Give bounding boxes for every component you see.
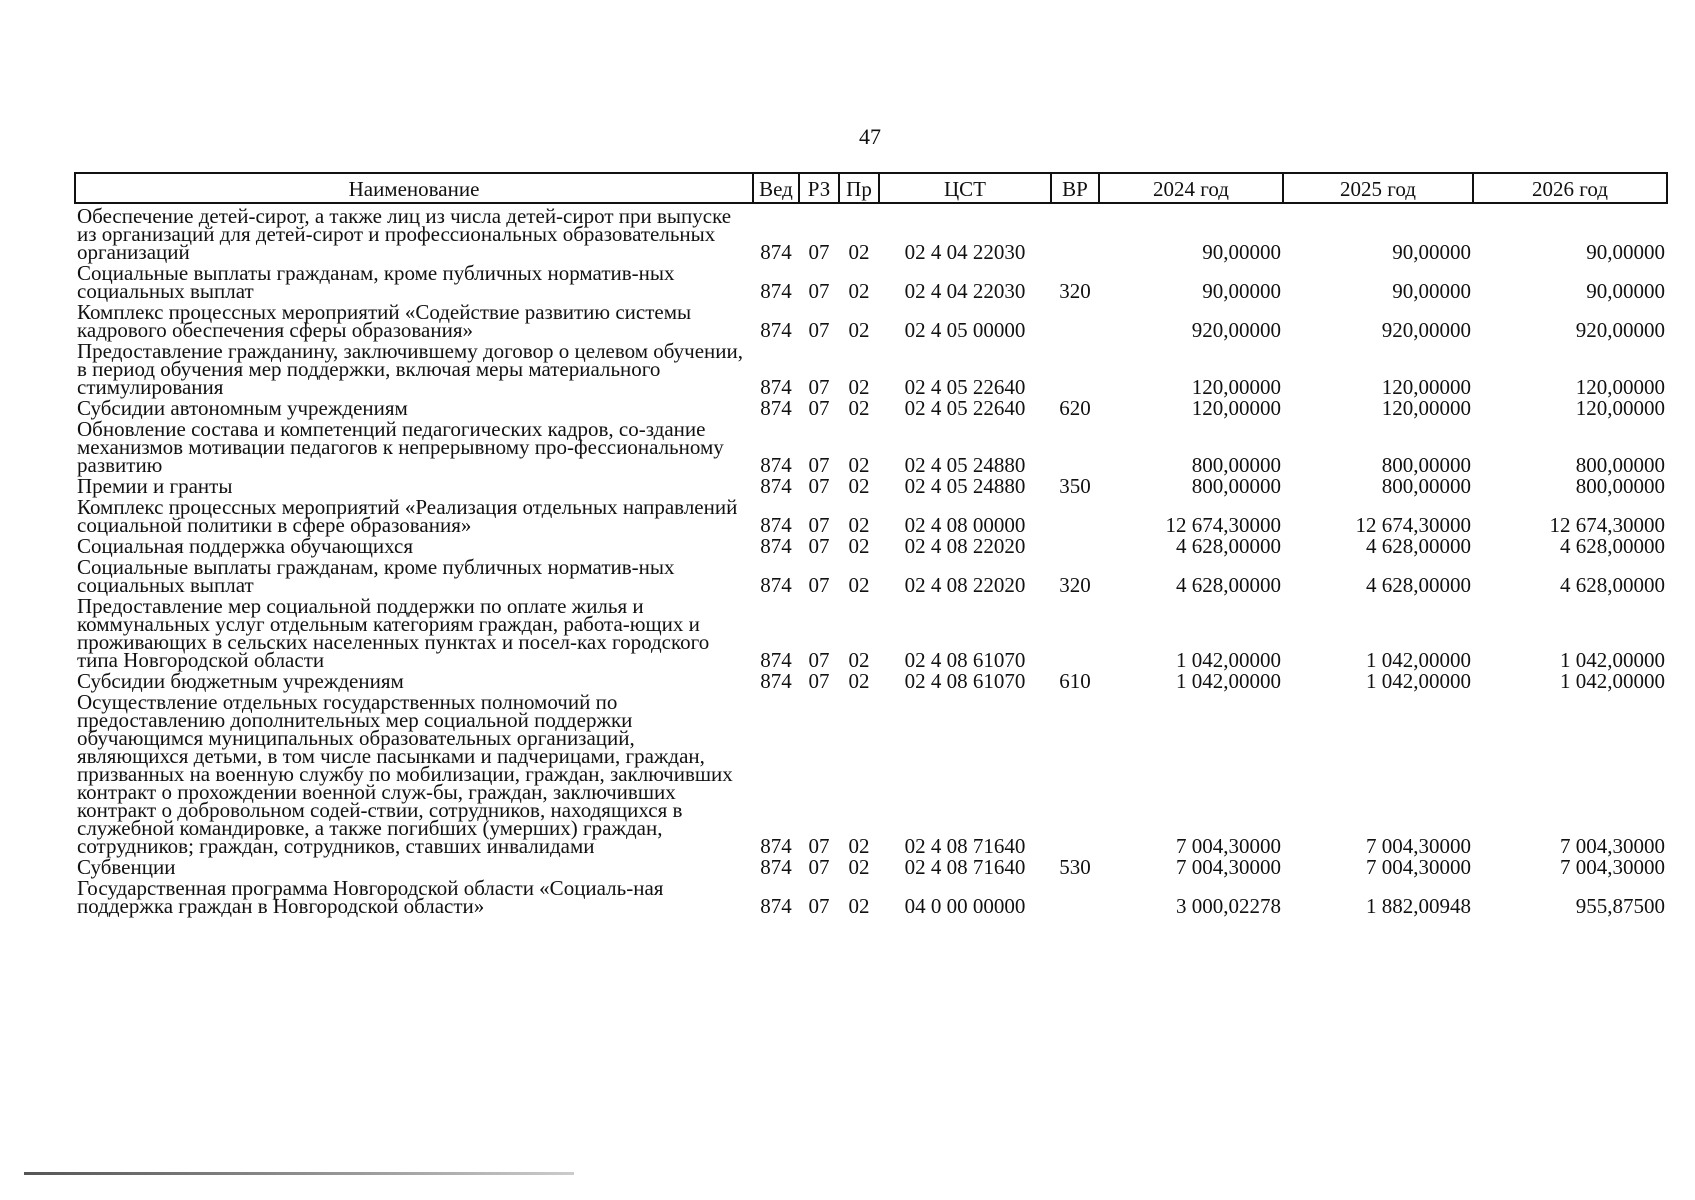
row-cst: 02 4 08 61070 xyxy=(904,669,1026,693)
table-row xyxy=(75,300,1667,339)
header-rz: РЗ xyxy=(799,173,839,203)
row-vr xyxy=(1051,339,1099,396)
row-vr: 350 xyxy=(1059,474,1091,498)
table-row xyxy=(75,474,1667,495)
row-cst: 02 4 08 71640 xyxy=(904,855,1026,879)
row-value-2026: 1 042,00000 xyxy=(1560,648,1665,672)
table-row xyxy=(75,876,1667,915)
table-row xyxy=(75,690,1667,855)
row-name: Комплекс процессных мероприятий «Реализация отдельных направлений социальной политики в сфере образования» xyxy=(77,495,738,537)
row-value-2026: 920,00000 xyxy=(1575,318,1665,342)
row-ved: 874 xyxy=(760,453,792,477)
row-ved: 874 xyxy=(760,894,792,918)
table-row xyxy=(75,534,1667,555)
row-pr: 02 xyxy=(848,513,870,537)
row-vr xyxy=(1051,300,1099,339)
row-cst: 04 0 00 00000 xyxy=(904,894,1026,918)
row-cst: 02 4 05 24880 xyxy=(904,474,1026,498)
row-value-2026: 120,00000 xyxy=(1575,396,1665,420)
row-ved: 874 xyxy=(760,834,792,858)
row-cst: 02 4 08 71640 xyxy=(904,834,1026,858)
row-rz: 07 xyxy=(808,375,830,399)
row-value-2026: 800,00000 xyxy=(1575,474,1665,498)
row-value-2026: 12 674,30000 xyxy=(1549,513,1665,537)
row-ved: 874 xyxy=(760,513,792,537)
row-value-2026: 4 628,00000 xyxy=(1560,534,1665,558)
row-ved: 874 xyxy=(760,240,792,264)
row-value-2024: 90,00000 xyxy=(1202,279,1281,303)
header-vr: ВР xyxy=(1051,173,1099,203)
row-rz: 07 xyxy=(808,240,830,264)
row-value-2024: 7 004,30000 xyxy=(1176,834,1281,858)
row-pr: 02 xyxy=(848,573,870,597)
scan-edge-mark xyxy=(24,1172,574,1175)
row-vr xyxy=(1051,876,1099,915)
row-vr xyxy=(1051,495,1099,534)
row-rz: 07 xyxy=(808,648,830,672)
row-name: Субсидии бюджетным учреждениям xyxy=(77,669,404,693)
row-value-2026: 7 004,30000 xyxy=(1560,834,1665,858)
row-pr: 02 xyxy=(848,375,870,399)
row-value-2024: 120,00000 xyxy=(1191,375,1281,399)
row-rz: 07 xyxy=(808,513,830,537)
row-cst: 02 4 08 22020 xyxy=(904,573,1026,597)
table-row xyxy=(75,417,1667,474)
row-vr xyxy=(1051,690,1099,855)
table-row xyxy=(75,396,1667,417)
row-cst: 02 4 05 00000 xyxy=(904,318,1026,342)
row-value-2025: 800,00000 xyxy=(1381,453,1471,477)
row-value-2024: 800,00000 xyxy=(1191,474,1281,498)
row-pr: 02 xyxy=(848,669,870,693)
row-ved: 874 xyxy=(760,474,792,498)
row-vr xyxy=(1051,203,1099,261)
row-pr: 02 xyxy=(848,648,870,672)
row-value-2026: 120,00000 xyxy=(1575,375,1665,399)
row-value-2025: 4 628,00000 xyxy=(1366,573,1471,597)
row-ved: 874 xyxy=(760,573,792,597)
row-cst: 02 4 08 22020 xyxy=(904,534,1026,558)
row-value-2025: 920,00000 xyxy=(1381,318,1471,342)
table-header-row xyxy=(75,173,1667,203)
row-pr: 02 xyxy=(848,894,870,918)
row-rz: 07 xyxy=(808,894,830,918)
row-pr: 02 xyxy=(848,318,870,342)
table-row xyxy=(75,261,1667,300)
budget-table xyxy=(74,172,1668,918)
row-name: Осуществление отдельных государственных полномочий по предоставлению дополнительных мер социальной поддержки обучающимся муниципальных образовательных организаций, являющихся детьми, в том числе пасынками и падчерицами, граждан, призванных на военную службу по мобилизации, граждан, заключивших контракт о прохождении военной служ-бы, граждан, заключивших контракт о добровольном содей-ствии, сотрудников, находящихся в служебной командировке, а также погибших (умерших) граждан, сотрудников; граждан, сотрудников, ставших инвалидами xyxy=(77,690,733,858)
row-value-2024: 3 000,02278 xyxy=(1176,894,1281,918)
row-value-2026: 4 628,00000 xyxy=(1560,573,1665,597)
row-rz: 07 xyxy=(808,453,830,477)
row-value-2025: 90,00000 xyxy=(1392,279,1471,303)
table-row xyxy=(75,669,1667,690)
row-rz: 07 xyxy=(808,474,830,498)
row-value-2024: 12 674,30000 xyxy=(1165,513,1281,537)
row-name: Социальные выплаты гражданам, кроме публичных норматив-ных социальных выплат xyxy=(77,261,675,303)
header-name: Наименование xyxy=(75,173,753,203)
row-cst: 02 4 08 61070 xyxy=(904,648,1026,672)
row-rz: 07 xyxy=(808,534,830,558)
row-value-2025: 12 674,30000 xyxy=(1355,513,1471,537)
row-value-2025: 1 042,00000 xyxy=(1366,669,1471,693)
row-name: Обновление состава и компетенций педагогических кадров, со-здание механизмов мотивации педагогов к непрерывному про-фессиональному развитию xyxy=(77,417,724,477)
row-value-2025: 120,00000 xyxy=(1381,396,1471,420)
table-row xyxy=(75,555,1667,594)
row-ved: 874 xyxy=(760,318,792,342)
row-cst: 02 4 05 22640 xyxy=(904,375,1026,399)
row-value-2026: 800,00000 xyxy=(1575,453,1665,477)
row-name: Обеспечение детей-сирот, а также лиц из числа детей-сирот при выпуске из организаций для детей-сирот и профессиональных образовательных организаций xyxy=(77,204,732,264)
row-value-2025: 90,00000 xyxy=(1392,240,1471,264)
row-ved: 874 xyxy=(760,669,792,693)
row-pr: 02 xyxy=(848,834,870,858)
row-value-2026: 955,87500 xyxy=(1575,894,1665,918)
row-pr: 02 xyxy=(848,453,870,477)
row-cst: 02 4 05 24880 xyxy=(904,453,1026,477)
header-ved: Вед xyxy=(753,173,799,203)
row-vr xyxy=(1051,417,1099,474)
table-row xyxy=(75,203,1667,261)
row-value-2024: 7 004,30000 xyxy=(1176,855,1281,879)
row-value-2026: 1 042,00000 xyxy=(1560,669,1665,693)
header-2025: 2025 год xyxy=(1283,173,1473,203)
row-pr: 02 xyxy=(848,240,870,264)
row-name: Премии и гранты xyxy=(77,474,233,498)
row-name: Субсидии автономным учреждениям xyxy=(77,396,408,420)
row-pr: 02 xyxy=(848,396,870,420)
row-value-2024: 800,00000 xyxy=(1191,453,1281,477)
row-rz: 07 xyxy=(808,318,830,342)
row-value-2025: 1 042,00000 xyxy=(1366,648,1471,672)
row-vr: 620 xyxy=(1059,396,1091,420)
row-value-2025: 800,00000 xyxy=(1381,474,1471,498)
row-rz: 07 xyxy=(808,573,830,597)
row-value-2024: 1 042,00000 xyxy=(1176,669,1281,693)
row-value-2025: 7 004,30000 xyxy=(1366,855,1471,879)
row-pr: 02 xyxy=(848,534,870,558)
row-rz: 07 xyxy=(808,279,830,303)
row-name: Предоставление гражданину, заключившему договор о целевом обучении, в период обучения мер поддержки, включая меры материального стимулирования xyxy=(77,339,744,399)
row-pr: 02 xyxy=(848,855,870,879)
row-value-2024: 4 628,00000 xyxy=(1176,573,1281,597)
row-value-2025: 7 004,30000 xyxy=(1366,834,1471,858)
header-cst: ЦСТ xyxy=(879,173,1051,203)
row-value-2025: 1 882,00948 xyxy=(1366,894,1471,918)
row-name: Социальная поддержка обучающихся xyxy=(77,534,414,558)
page-number: 47 xyxy=(859,124,881,149)
row-name: Социальные выплаты гражданам, кроме публичных норматив-ных социальных выплат xyxy=(77,555,675,597)
row-name: Предоставление мер социальной поддержки по оплате жилья и коммунальных услуг отдельным категориям граждан, работа-ющих и проживающих в сельских населенных пунктах и посел-ках городского типа Новгородской области xyxy=(77,594,710,672)
row-rz: 07 xyxy=(808,855,830,879)
row-name: Государственная программа Новгородской области «Социаль-ная поддержка граждан в Новгородской области» xyxy=(77,876,664,918)
row-value-2024: 920,00000 xyxy=(1191,318,1281,342)
row-cst: 02 4 08 00000 xyxy=(904,513,1026,537)
row-cst: 02 4 04 22030 xyxy=(904,240,1026,264)
row-name: Субвенции xyxy=(77,855,176,879)
row-pr: 02 xyxy=(848,474,870,498)
row-value-2026: 90,00000 xyxy=(1586,279,1665,303)
header-pr: Пр xyxy=(839,173,879,203)
row-ved: 874 xyxy=(760,534,792,558)
row-value-2026: 90,00000 xyxy=(1586,240,1665,264)
row-vr: 320 xyxy=(1059,279,1091,303)
row-rz: 07 xyxy=(808,396,830,420)
row-name: Комплекс процессных мероприятий «Содействие развитию системы кадрового обеспечения сферы образования» xyxy=(77,300,692,342)
row-cst: 02 4 05 22640 xyxy=(904,396,1026,420)
row-vr xyxy=(1051,594,1099,669)
row-ved: 874 xyxy=(760,375,792,399)
table-body xyxy=(75,203,1667,918)
row-value-2024: 120,00000 xyxy=(1191,396,1281,420)
row-value-2024: 1 042,00000 xyxy=(1176,648,1281,672)
row-ved: 874 xyxy=(760,648,792,672)
row-value-2025: 120,00000 xyxy=(1381,375,1471,399)
row-value-2026: 7 004,30000 xyxy=(1560,855,1665,879)
row-rz: 07 xyxy=(808,669,830,693)
row-ved: 874 xyxy=(760,855,792,879)
row-value-2024: 4 628,00000 xyxy=(1176,534,1281,558)
row-value-2024: 90,00000 xyxy=(1202,240,1281,264)
table-row xyxy=(75,495,1667,534)
table-row xyxy=(75,339,1667,396)
row-ved: 874 xyxy=(760,279,792,303)
table-row xyxy=(75,855,1667,876)
header-2026: 2026 год xyxy=(1473,173,1667,203)
row-cst: 02 4 04 22030 xyxy=(904,279,1026,303)
row-vr: 320 xyxy=(1059,573,1091,597)
table-row xyxy=(75,594,1667,669)
row-ved: 874 xyxy=(760,396,792,420)
row-pr: 02 xyxy=(848,279,870,303)
row-vr: 610 xyxy=(1059,669,1091,693)
header-2024: 2024 год xyxy=(1099,173,1283,203)
row-vr xyxy=(1051,534,1099,555)
row-value-2025: 4 628,00000 xyxy=(1366,534,1471,558)
row-vr: 530 xyxy=(1059,855,1091,879)
row-rz: 07 xyxy=(808,834,830,858)
